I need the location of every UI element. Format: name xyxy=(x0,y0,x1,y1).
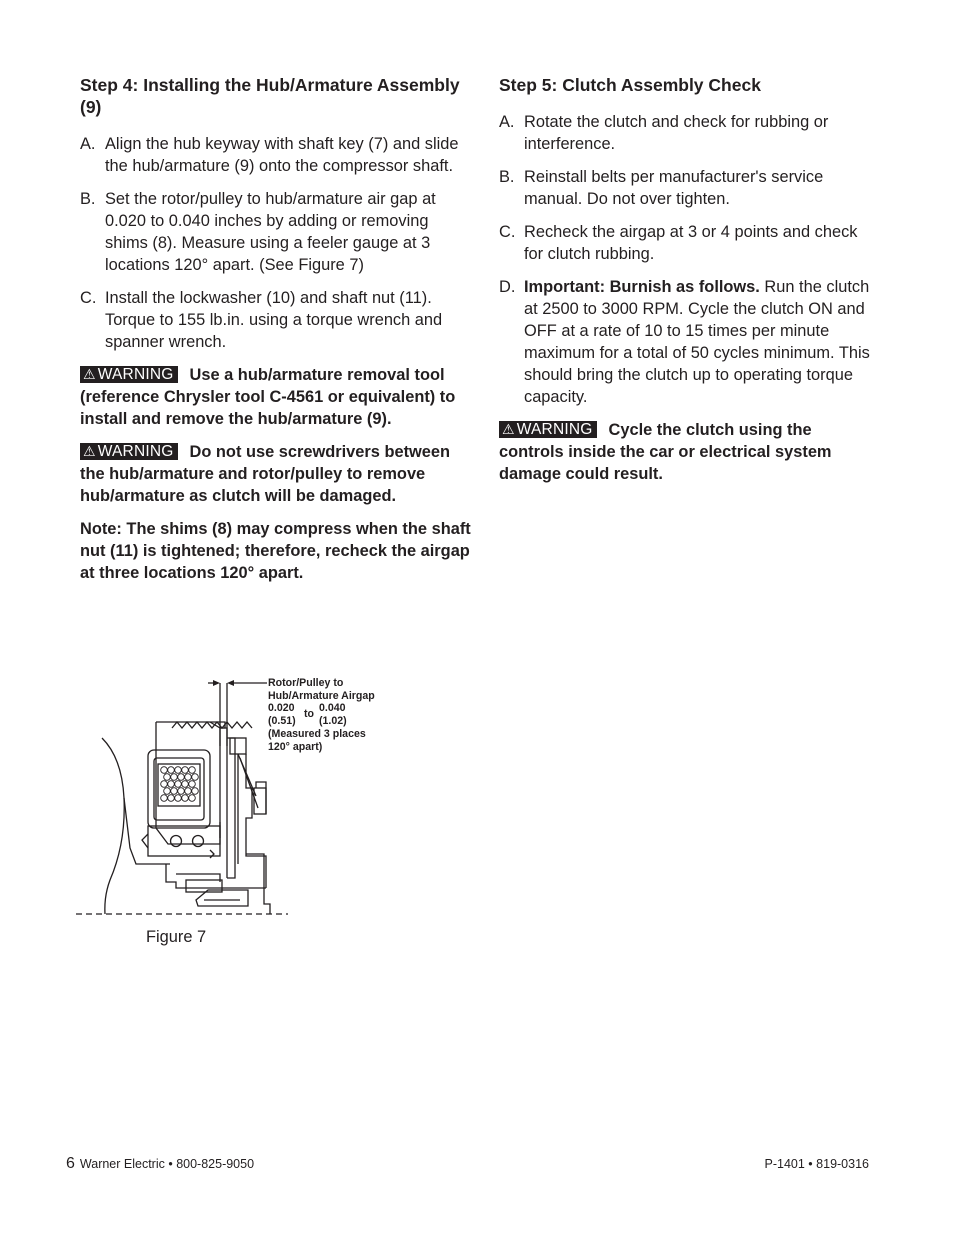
footer-doc-number: P-1401 • 819-0316 xyxy=(764,1157,869,1171)
figure-caption: Figure 7 xyxy=(146,928,207,946)
step-4-heading: Step 4: Installing the Hub/Armature Assembly (9) xyxy=(80,75,460,117)
figure-7-diagram xyxy=(70,668,400,928)
step-5-item-a xyxy=(499,111,879,155)
warning-no-screwdrivers xyxy=(80,441,472,507)
page-number: 6 xyxy=(66,1155,75,1172)
step-letter: B. xyxy=(499,168,515,186)
step-5-heading: Step 5: Clutch Assembly Check xyxy=(499,75,761,95)
step-letter: B. xyxy=(80,190,96,208)
airgap-measured-note: (Measured 3 places 120° apart) xyxy=(268,728,366,753)
airgap-range-to: to xyxy=(304,708,314,720)
step-letter: C. xyxy=(80,289,97,307)
step-5-item-c xyxy=(499,221,879,265)
step-text xyxy=(524,276,879,408)
footer-left xyxy=(66,1155,254,1173)
step-letter: D. xyxy=(499,278,516,296)
step-text: Rotate the clutch and check for rubbing or interference. xyxy=(524,113,829,153)
step-letter: C. xyxy=(499,223,516,241)
burnish-emphasis: Important: Burnish as follows. xyxy=(524,278,760,296)
step-5-section xyxy=(499,74,879,496)
step-text: Reinstall belts per manufacturer's service manual. Do not over tighten. xyxy=(524,168,824,208)
warning-text: Cycle the clutch using the controls inside the car or electrical system damage could result. xyxy=(499,421,832,483)
warning-triangle-icon: ⚠ xyxy=(83,366,96,382)
warning-text: Do not use screwdrivers between the hub/armature and rotor/pulley to remove hub/armature as clutch will be damaged. xyxy=(80,443,451,505)
clutch-cross-section-drawing xyxy=(70,668,400,928)
step-5-item-d xyxy=(499,276,879,408)
step-text: Recheck the airgap at 3 or 4 points and check for clutch rubbing. xyxy=(524,223,858,263)
warning-cycle-clutch-controls xyxy=(499,419,879,485)
warning-triangle-icon: ⚠ xyxy=(502,421,515,437)
airgap-annotation-title: Rotor/Pulley to Hub/Armature Airgap xyxy=(268,677,375,702)
step-text: Install the lockwasher (10) and shaft nut (11). Torque to 155 lb.in. using a torque wrench and spanner wrench. xyxy=(105,289,443,351)
warning-triangle-icon: ⚠ xyxy=(83,443,96,459)
warning-text: Use a hub/armature removal tool (reference Chrysler tool C-4561 or equivalent) to install and remove the hub/armature (9). xyxy=(80,366,456,428)
shim-note: Note: The shims (8) may compress when the shaft nut (11) is tightened; therefore, recheck the airgap at three locations 120° apart. xyxy=(80,520,471,582)
step-text: Align the hub keyway with shaft key (7) and slide the hub/armature (9) onto the compressor shaft. xyxy=(105,135,459,175)
step-letter: A. xyxy=(499,113,515,131)
warning-badge: ⚠ WARNING xyxy=(80,366,178,383)
step-text: Set the rotor/pulley to hub/armature air gap at 0.020 to 0.040 inches by adding or removing shims (8). Measure using a feeler gauge at 3 locations 120° apart. (See Figure 7) xyxy=(105,190,436,274)
airgap-min-value: 0.020 (0.51) xyxy=(268,702,296,727)
warning-hub-removal-tool xyxy=(80,364,472,430)
warning-badge: ⚠ WARNING xyxy=(499,421,597,438)
footer-company: Warner Electric • 800-825-9050 xyxy=(79,1157,255,1171)
step-4-item-c xyxy=(80,287,472,353)
step-4-item-a xyxy=(80,133,472,177)
airgap-max-value: 0.040 (1.02) xyxy=(319,702,347,727)
step-4-section xyxy=(80,74,472,584)
warning-badge: ⚠ WARNING xyxy=(80,443,178,460)
step-letter: A. xyxy=(80,135,96,153)
step-4-item-b xyxy=(80,188,472,276)
burnish-instructions: Run the clutch at 2500 to 3000 RPM. Cycle the clutch ON and OFF at a rate of 10 to 15 times per minute maximum for a total of 50 cycles minimum. This should bring the clutch up to operating torque capacity. xyxy=(524,278,870,406)
step-5-item-b xyxy=(499,166,879,210)
